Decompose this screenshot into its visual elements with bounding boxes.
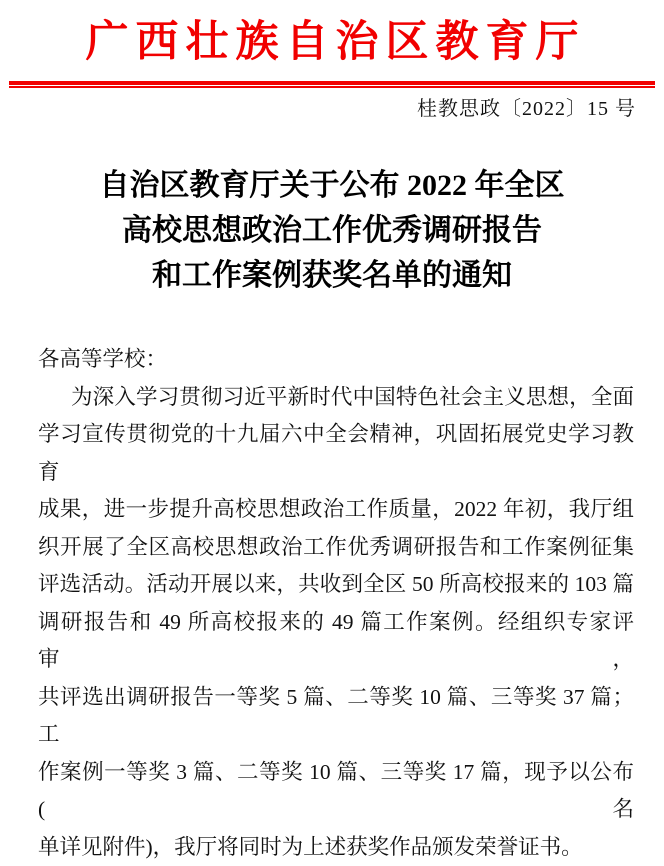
agency-letterhead: 广西壮族自治区教育厅	[0, 0, 664, 67]
body-line: 学习宣传贯彻党的十九届六中全会精神，巩固拓展党史学习教育	[38, 416, 634, 491]
body-line: 调研报告和 49 所高校报来的 49 篇工作案例。经组织专家评审，	[38, 604, 634, 679]
title-line-2: 高校思想政治工作优秀调研报告	[0, 208, 664, 253]
body-line: 评选活动。活动开展以来，共收到全区 50 所高校报来的 103 篇	[38, 566, 634, 604]
document-number: 桂教思政〔2022〕15 号	[0, 97, 664, 122]
title-line-3: 和工作案例获奖名单的通知	[0, 253, 664, 298]
title-line-1: 自治区教育厅关于公布 2022 年全区	[0, 163, 664, 208]
salutation: 各高等学校：	[38, 341, 634, 379]
body-line: 共评选出调研报告一等奖 5 篇、二等奖 10 篇、三等奖 37 篇；工	[38, 679, 634, 754]
body-line: 织开展了全区高校思想政治工作优秀调研报告和工作案例征集	[38, 529, 634, 567]
document-title	[0, 163, 664, 298]
body-line: 成果，进一步提升高校思想政治工作质量，2022 年初，我厅组	[38, 491, 634, 529]
document-body	[0, 341, 664, 866]
body-line: 单详见附件)，我厅将同时为上述获奖作品颁发荣誉证书。	[38, 829, 634, 866]
red-double-rule	[9, 81, 655, 88]
body-line: 作案例一等奖 3 篇、二等奖 10 篇、三等奖 17 篇，现予以公布(名	[38, 754, 634, 829]
body-line: 为深入学习贯彻习近平新时代中国特色社会主义思想，全面	[38, 379, 634, 417]
